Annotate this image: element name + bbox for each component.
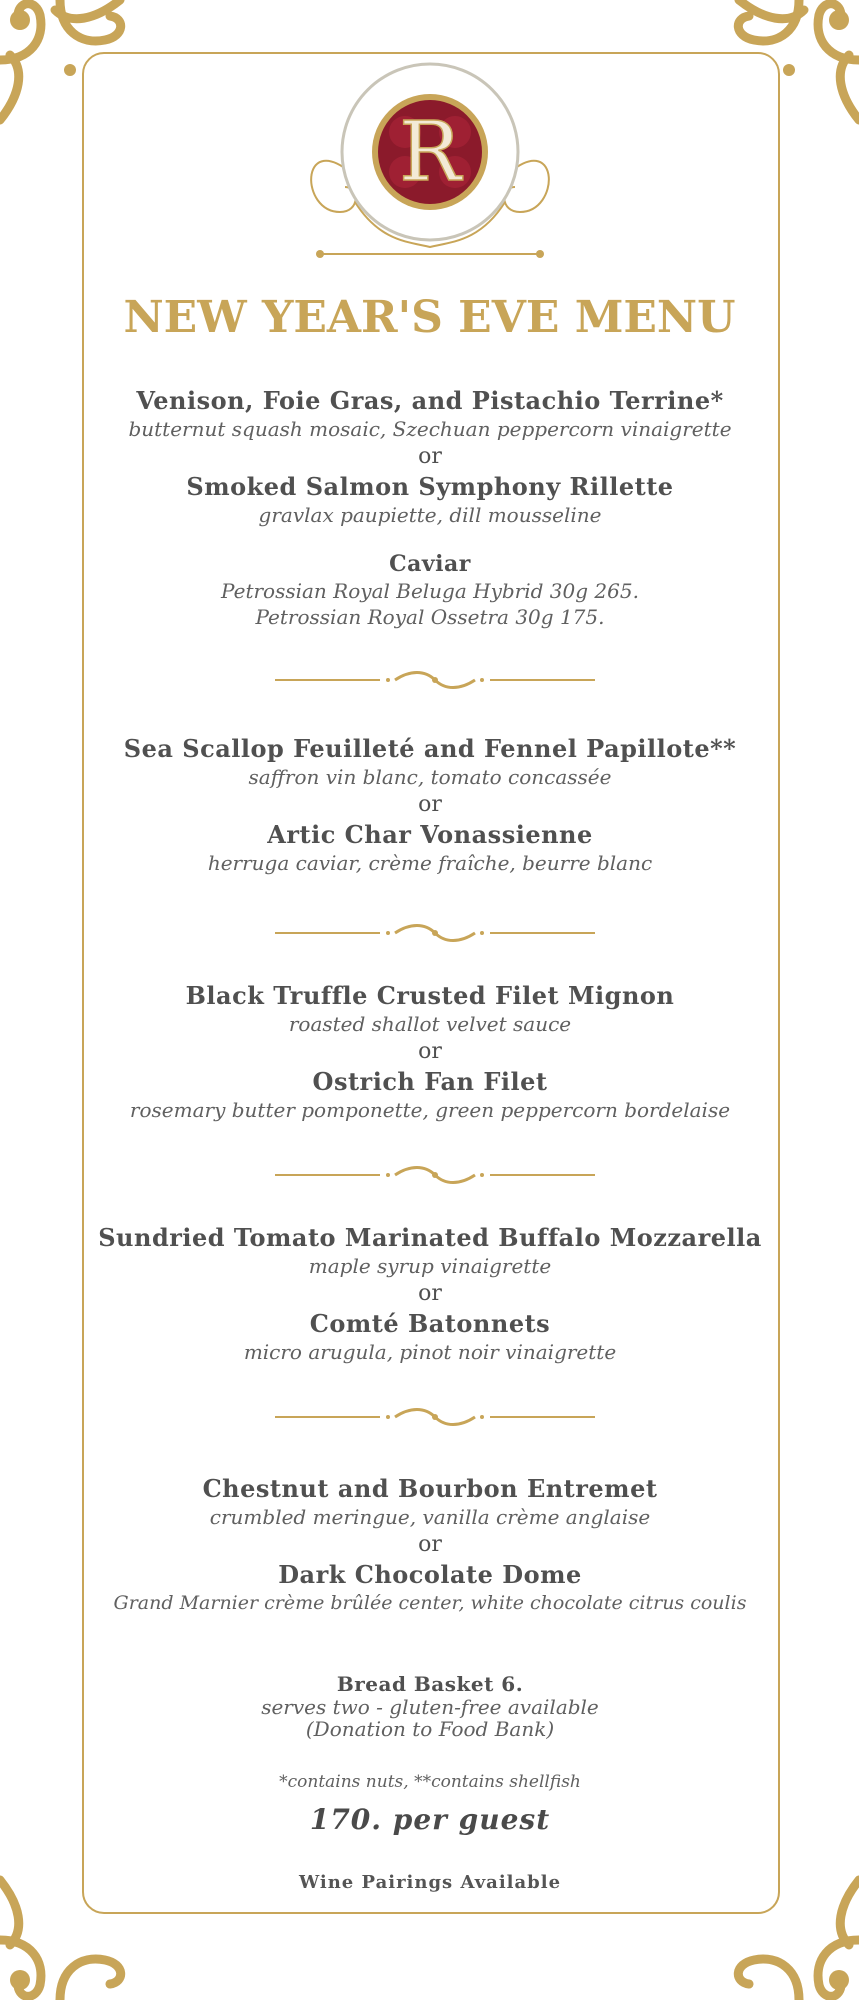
bread-basket-donation: (Donation to Food Bank) (305, 1717, 555, 1741)
dish-name: Sea Scallop Feuilleté and Fennel Papillote** (123, 734, 737, 763)
bread-basket-title: Bread Basket 6. (336, 1672, 524, 1696)
dish-name: Ostrich Fan Filet (312, 1067, 548, 1096)
flourish-divider-icon (270, 668, 600, 692)
caviar-heading: Caviar (389, 551, 471, 577)
dish-description: saffron vin blanc, tomato concassée (248, 765, 612, 789)
dish-description: maple syrup vinaigrette (308, 1254, 552, 1278)
dish-description: herruga caviar, crème fraîche, beurre blanc (207, 851, 653, 875)
dish-description: roasted shallot velvet sauce (288, 1012, 572, 1036)
or-separator: or (418, 1039, 442, 1064)
dish-name: Artic Char Vonassienne (267, 820, 593, 849)
dish-name: Dark Chocolate Dome (278, 1560, 582, 1589)
allergy-note: *contains nuts, **contains shellfish (279, 1772, 581, 1792)
dish-name: Comté Batonnets (309, 1309, 551, 1338)
dish-description: crumbled meringue, vanilla crème anglaise (209, 1505, 651, 1529)
or-separator: or (418, 1532, 442, 1557)
dish-name: Black Truffle Crusted Filet Mignon (185, 981, 675, 1010)
or-separator: or (418, 444, 442, 469)
dish-name: Chestnut and Bourbon Entremet (202, 1474, 658, 1503)
bread-basket (85, 1672, 775, 1740)
course-1 (85, 386, 775, 630)
dish-name: Sundried Tomato Marinated Buffalo Mozzarella (98, 1223, 762, 1252)
course-4 (85, 1223, 775, 1365)
menu-title: NEW YEAR'S EVE MENU (123, 292, 736, 343)
dish-description: micro arugula, pinot noir vinaigrette (243, 1340, 617, 1364)
dish-name: Venison, Foie Gras, and Pistachio Terrine* (136, 386, 724, 415)
wine-pairings: Wine Pairings Available (298, 1872, 562, 1893)
course-2 (85, 734, 775, 876)
flourish-divider-icon (270, 921, 600, 945)
dish-name: Smoked Salmon Symphony Rillette (186, 472, 674, 501)
restaurant-logo (280, 52, 580, 282)
dish-description: butternut squash mosaic, Szechuan peppercorn vinaigrette (128, 417, 732, 441)
or-separator: or (418, 1281, 442, 1306)
logo-letter: R (399, 105, 461, 200)
caviar-line: Petrossian Royal Beluga Hybrid 30g 265. (221, 579, 639, 603)
flourish-divider-icon (270, 1405, 600, 1429)
dish-description: gravlax paupiette, dill mousseline (258, 503, 602, 527)
price: 170. per guest (309, 1803, 551, 1836)
bread-basket-line: serves two - gluten-free available (261, 1695, 599, 1719)
dish-description: rosemary butter pomponette, green peppercorn bordelaise (129, 1098, 731, 1122)
flourish-divider-icon (270, 1163, 600, 1187)
or-separator: or (418, 792, 442, 817)
dish-description: Grand Marnier crème brûlée center, white chocolate citrus coulis (113, 1592, 747, 1614)
course-3 (85, 981, 775, 1123)
course-5 (85, 1474, 775, 1616)
caviar-line: Petrossian Royal Ossetra 30g 175. (255, 605, 605, 629)
